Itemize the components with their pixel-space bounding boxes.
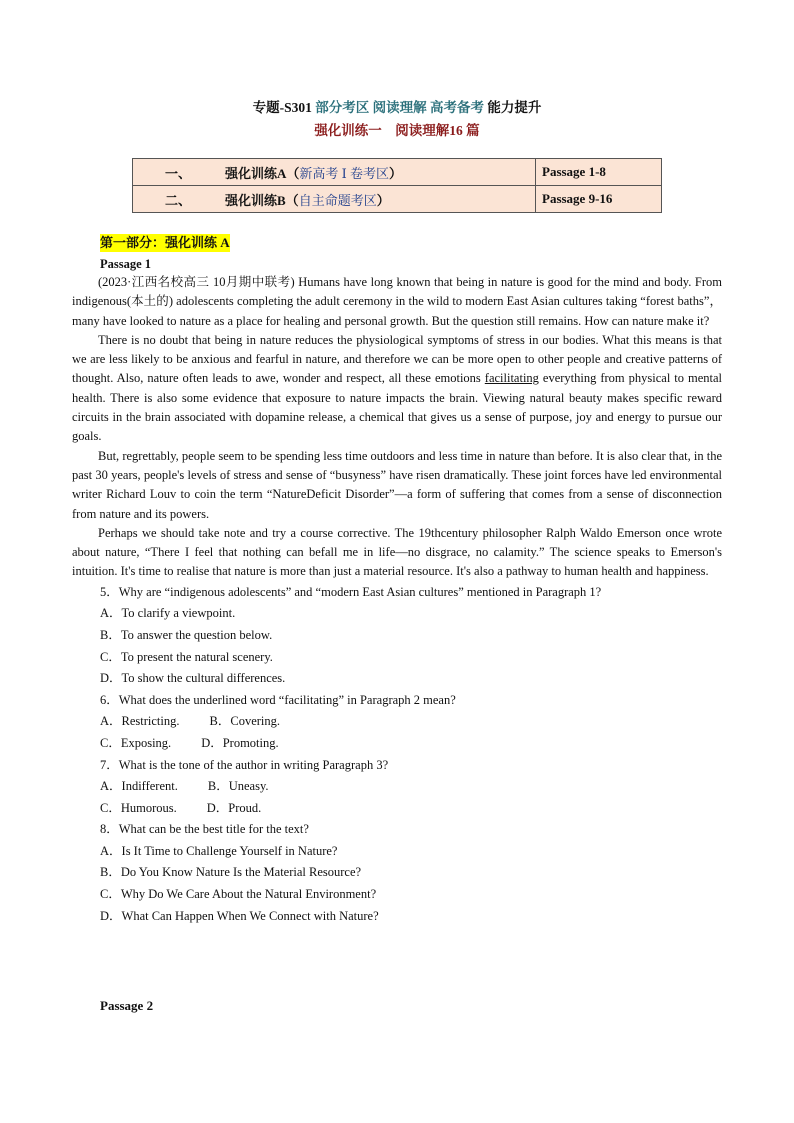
option-8a: A．Is It Time to Challenge Yourself in Nature? — [100, 843, 338, 858]
toc-region: 新高考 Ⅰ 卷考区 — [299, 165, 390, 181]
option-8d: D．What Can Happen When We Connect with Nature? — [100, 908, 379, 923]
contents-table — [132, 158, 662, 213]
toc-number: 二、 — [164, 192, 191, 208]
paragraph-2-text: There is no doubt that being in nature reduces the physiological symptoms of stress in our bodies. What this means is that we are less likely to be anxious and fearful in nature, and therefore we can be more open to other people and creative patterns of thought. Also, nature often leads to awe, wonder and respect, all these emotions — [72, 332, 722, 386]
option-6b: B．Covering. — [209, 714, 280, 729]
option-5d: D．To show the cultural differences. — [100, 671, 286, 686]
option-5a: A．To clarify a viewpoint. — [100, 606, 236, 621]
option-5c: C．To present the natural scenery. — [100, 649, 273, 664]
question-8: 8．What can be the best title for the text? — [100, 822, 309, 837]
option-8c: C．Why Do We Care About the Natural Environment? — [100, 887, 377, 902]
option-8b: B．Do You Know Nature Is the Material Resource? — [100, 865, 362, 880]
passage-2-heading: Passage 2 — [100, 998, 154, 1013]
option-6a: A．Restricting. — [100, 714, 180, 729]
paragraph-3: But, regrettably, people seem to be spending less time outdoors and less time in nature than before. It is also clear that, in the past 30 years, people's levels of stress and sense of “busyness” have risen dramatically. These joint forces have led environmental writer Richard Louv to coin the term “NatureDeficit Disorder”—a form of suffering that comes from a sense of disconnection from nature and its powers. — [72, 448, 722, 521]
option-7d: D．Proud. — [206, 800, 262, 815]
toc-paren-open: （ — [286, 165, 300, 181]
title-colored: 部分考区 阅读理解 高考备考 — [315, 100, 484, 115]
table-row — [133, 159, 662, 186]
paragraph-2-text: everything from physical to mental health. There is also some evidence that exposure to nature impacts the brain. Viewing natural beauty makes specific reward circuits in the brain associated with dopamine release, a chemical that gives us a sense of purpose, joy and energy to pursue our goals. — [72, 371, 722, 444]
toc-cell-label — [133, 159, 536, 186]
title-prefix: 专题-S301 — [252, 100, 312, 115]
option-7c: C．Humorous. — [100, 800, 177, 815]
underlined-word: facilitating — [484, 371, 539, 386]
toc-cell-label — [133, 186, 536, 213]
section-title: 第一部分：强化训练 A — [100, 235, 230, 250]
option-6d: D．Promoting. — [201, 735, 279, 750]
document-title — [0, 96, 794, 116]
question-6: 6．What does the underlined word “facilitating” in Paragraph 2 mean? — [100, 692, 456, 707]
paragraph-2 — [72, 331, 722, 447]
toc-range: Passage 1-8 — [536, 159, 662, 186]
options-7ab — [100, 776, 722, 798]
options-6cd — [100, 733, 722, 755]
table-row — [133, 186, 662, 213]
options-7cd — [100, 798, 722, 820]
toc-number: 一、 — [164, 165, 191, 181]
toc-range: Passage 9-16 — [536, 186, 662, 213]
question-5: 5．Why are “indigenous adolescents” and “modern East Asian cultures” mentioned in Paragraph 1? — [100, 584, 602, 599]
option-7b: B．Uneasy. — [207, 779, 269, 794]
option-5b: B．To answer the question below. — [100, 627, 273, 642]
passage-heading: Passage 1 — [100, 257, 152, 271]
title-suffix: 能力提升 — [487, 100, 542, 115]
document-subtitle: 强化训练一 阅读理解16 篇 — [314, 123, 480, 138]
toc-paren-close: ） — [376, 192, 390, 208]
paragraph-1: (2023·江西名校高三 10月期中联考) Humans have long known that being in nature is good for the mind and body. From indigenous(本土的) adolescents completing the adult ceremony in the wild to modern East Asian cultures taking “forest baths”， many have looked to nature as a place for healing and personal growth. But the question still remains. How can nature make it? — [72, 275, 722, 328]
option-7a: A．Indifferent. — [100, 779, 178, 794]
toc-label: 强化训练B — [225, 192, 286, 208]
options-6ab — [100, 711, 722, 733]
toc-region: 自主命题考区 — [298, 192, 377, 208]
toc-paren-close: ） — [389, 165, 403, 181]
paragraph-4: Perhaps we should take note and try a course corrective. The 19thcentury philosopher Ralph Waldo Emerson once wrote about nature, “There I feel that nothing can befall me in life—no disgrace, no calamity.” The science speaks to Emerson's intuition. It's time to realise that nature is more than just a material resource. It's also a pathway to human health and happiness. — [72, 525, 722, 579]
main-content — [72, 234, 722, 927]
toc-paren-open: （ — [285, 192, 299, 208]
question-7: 7．What is the tone of the author in writing Paragraph 3? — [100, 757, 389, 772]
toc-label: 强化训练A — [225, 165, 287, 181]
option-6c: C．Exposing. — [100, 735, 172, 750]
